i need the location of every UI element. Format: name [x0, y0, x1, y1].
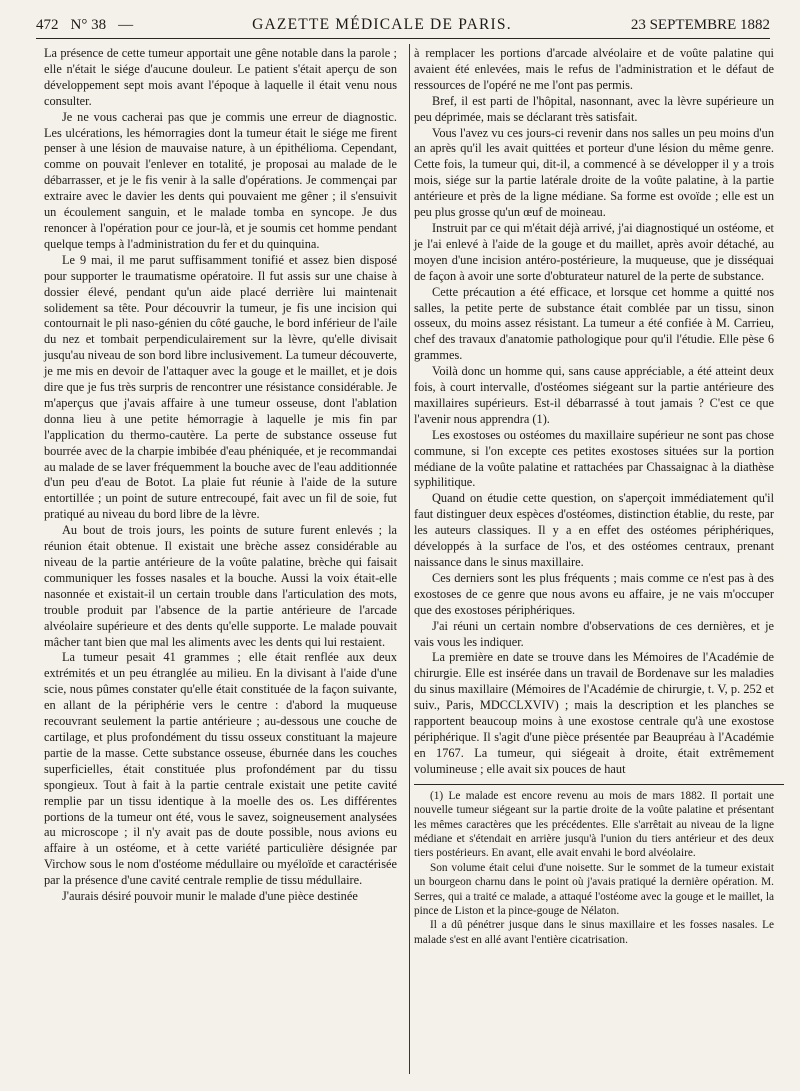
paragraph: Voilà donc un homme qui, sans cause appréciable, a été atteint deux fois, à court intervalle, d'ostéomes siégeant sur la partie antérieure des maxillaires supérieurs. Est-il débarrassé à tout jamais ? C'est ce que l'avenir nous apprendra (1). — [414, 364, 774, 426]
paragraph: Vous l'avez vu ces jours-ci revenir dans nos salles un peu moins d'un an après qu'il les avait quittées et porteur d'une lésion du même genre. Cette fois, la tumeur qui, dit-il, a commencé à se développer il y a trois mois, siége sur la partie latérale droite de la voûte palatine, à la partie antérieure et près de la ligne médiane. Sa forme est ovoïde ; elle est un peu plus grosse qu'un œuf de moineau. — [414, 125, 774, 220]
journal-title: GAZETTE MÉDICALE DE PARIS. — [252, 16, 512, 33]
header-left — [36, 17, 133, 34]
paragraph: Le 9 mai, il me parut suffisamment tonifié et assez bien disposé pour supporter le traumatisme opératoire. Il fut assis sur une chaise à dossier élevé, pendant qu'un aide placé derrière lui maintenait solidement sa tête. Pour découvrir la tumeur, je fis une incision qui contournait le pli naso-génien du côté gauche, le bord inférieur de l'aile du nez et tombait perpendiculairement sur la lèvre, qu'elle divisait jusqu'au niveau de son bord libre inclusivement. La tumeur découverte, je me mis en devoir de l'attaquer avec la gouge et le maillet, et je dois dire que je fus très surpris de rencontrer une résistance considérable. Je m'aperçus que j'avais affaire à une tumeur osseuse, dont l'ablation donna lieu à une petite hémorragie à laquelle je mis fin par l'application du thermo-cautère. La perte de substance osseuse fut bourrée avec de la charpie imbibée d'eau phéniquée, et je recommandai au malade de se laver fréquemment la bouche avec de l'eau additionnée d'un peu d'eau de Botot. La plaie fut réunie à l'aide de la suture entortillée ; un point de suture entrecoupé, fait avec un fil de soie, fut pratiqué au niveau du bord libre de la lèvre. — [44, 252, 397, 522]
page-header — [36, 12, 770, 39]
paragraph: à remplacer les portions d'arcade alvéolaire et de voûte palatine qui avaient été enlevées, mais le refus de l'administration et le défaut de ressources de l'opéré ne me l'ont pas permis. — [414, 46, 774, 92]
paragraph: Bref, il est parti de l'hôpital, nasonnant, avec la lèvre supérieure un peu déprimée, mais se déclarant très satisfait. — [414, 93, 774, 124]
header-dash: — — [118, 16, 134, 33]
column-divider — [409, 44, 410, 1074]
footnote-paragraph: Son volume était celui d'une noisette. Sur le sommet de la tumeur existait un bourgeon charnu dans le point où j'avais pratiqué la dernière opération. M. Serres, qui a traité ce malade, a attaqué l'ostéome avec la gouge et le maillet, la pince de Liston et la pince-gouge de Nélaton. — [414, 861, 774, 917]
footnote-paragraph: Il a dû pénétrer jusque dans le sinus maxillaire et les fosses nasales. Le malade s'est en allé avant l'entière cicatrisation. — [414, 919, 774, 946]
right-column — [414, 46, 774, 947]
footnote-paragraph: (1) Le malade est encore revenu au mois de mars 1882. Il portait une nouvelle tumeur siégeant sur la partie droite de la voûte palatine et présentant les mêmes caractères que les précédentes. Elle s'arrêtait au niveau de la ligne médiane et s'étendait en arrière jusqu'à l'union du tiers antérieur et des deux tiers postérieurs. En avant, elle avait envahi le bord alvéolaire. — [414, 789, 774, 860]
issue-number: N° 38 — [70, 16, 107, 33]
paragraph: J'aurais désiré pouvoir munir le malade d'une pièce destinée — [62, 889, 358, 904]
paragraph: Les exostoses ou ostéomes du maxillaire supérieur ne sont pas chose commune, si l'on excepte ces petites exostoses situées sur la portion médiane de la voûte palatine et rattachées par Chassaignac à la diathèse syphilitique. — [414, 427, 774, 490]
paragraph: Instruit par ce qui m'était déjà arrivé, j'ai diagnostiqué un ostéome, et je l'ai enlevé à l'aide de la gouge et du maillet, après avoir détaché, au moyen d'une incision antéro-postérieure, la muqueuse, que je disséquai de façon à avoir une sorte d'obturateur naturel de la perte de substance. — [414, 220, 774, 283]
paragraph: La tumeur pesait 41 grammes ; elle était renflée aux deux extrémités et un peu étranglée au milieu. En la divisant à l'aide d'une scie, nous pûmes constater qu'elle était constituée de la façon suivante, en allant de la périphérie vers le centre : d'abord la muqueuse recouvrant seulement la partie antérieure ; au-dessous une couche de cartilage, et plus profondément du tissu osseux constituant la majeure partie de la masse. Cette substance osseuse, éburnée dans les couches superficielles, était constituée plus profondément par du tissu spongieux. Tout à fait à la partie centrale existait une petite cavité remplie par un tissu identique à la moelle des os. Les différentes portions de la tumeur ont été, vous le savez, soigneusement analysées au microscope ; il n'y avait pas de doute possible, nous avions eu affaire à un ostéome, et à cette variété particulière désignée par Virchow sous le nom d'ostéome médullaire ou myéloïde et caractérisée par la présence d'une cavité centrale remplie de tissu médullaire. — [44, 650, 397, 888]
issue-date: 23 SEPTEMBRE 1882 — [630, 16, 770, 33]
left-column — [44, 46, 397, 905]
footnote — [414, 789, 774, 947]
paragraph: La première en date se trouve dans les Mémoires de l'Académie de chirurgie. Elle est insérée dans un travail de Bordenave sur les maladies du sinus maxillaire (Mémoires de l'Académie de chirurgie, t. V, p. 252 et suiv., Paris, MDCCLXVIV) ; mais la description et les planches se rapportent beaucoup moins à une exostose centrale qu'à une exostose périphérique. Il s'agit d'une pièce présentée par Beaupréau à l'Académie en 1767. La tumeur, qui siégeait à droite, était extrêmement volumineuse ; elle avait six pouces de haut — [414, 650, 774, 776]
paragraph: La présence de cette tumeur apportait une gêne notable dans la parole ; elle n'était le siége d'aucune douleur. Le patient s'était aperçu de son développement sept mois avant l'époque à laquelle il était venu nous consulter. — [44, 46, 397, 108]
paragraph: Quand on étudie cette question, on s'aperçoit immédiatement qu'il faut distinguer deux espèces d'ostéomes, distinction établie, du reste, par les auteurs classiques. Il y a en effet des ostéomes périphériques, développés à la surface de l'os, et des ostéomes centraux, prenant naissance dans le sinus maxillaire. — [414, 491, 774, 569]
paragraph: J'ai réuni un certain nombre d'observations de ces dernières, et je vais vous les indiquer. — [414, 618, 774, 649]
page-number: 472 — [36, 16, 59, 33]
paragraph: Au bout de trois jours, les points de suture furent enlevés ; la réunion était obtenue. Il existait une brèche assez considérable au niveau de la partie antérieure de la voûte palatine, brèche qui faisait communiquer les fosses nasales et la bouche. Aussi la voix était-elle nasonnée et existait-il un certain trouble dans l'articulation des mots, trouble produit par l'absence de la partie antérieure de l'arcade alvéolaire supérieure et des dents qu'elle supporte. Le malade pouvait mâcher tant bien que mal les aliments avec les dents qui lui restaient. — [44, 523, 397, 649]
paragraph: Ces derniers sont les plus fréquents ; mais comme ce n'est pas à des exostoses de ce genre que nous avons eu affaire, je ne vais m'occuper que des exostoses périphériques. — [414, 570, 774, 617]
paragraph: Je ne vous cacherai pas que je commis une erreur de diagnostic. Les ulcérations, les hémorragies dont la tumeur était le siége me firent penser à une lésion de mauvaise nature, à un épithélioma. Cependant, comme on pouvait l'enlever en totalité, je proposai au malade de le débarrasser, et je le fis venir à la salle d'opérations. Je commençai par extraire avec le davier les dents qui pouvaient me gêner ; il s'ensuivit un écoulement sanguin, et le malade tomba en syncope. Je dus renoncer à l'opération pour ce jour-là, et je soumis cet homme pendant quelque temps à l'administration du fer et du quinquina. — [44, 109, 397, 251]
footnote-rule — [414, 784, 784, 785]
paragraph: Cette précaution a été efficace, et lorsque cet homme a quitté nos salles, la petite perte de substance était comblée par un tissu, sinon osseux, du moins assez résistant. La tumeur a été confiée à M. Carrieu, chef des travaux d'anatomie pathologique pour qu'il l'étudie. Elle pèse 6 grammes. — [414, 284, 774, 363]
